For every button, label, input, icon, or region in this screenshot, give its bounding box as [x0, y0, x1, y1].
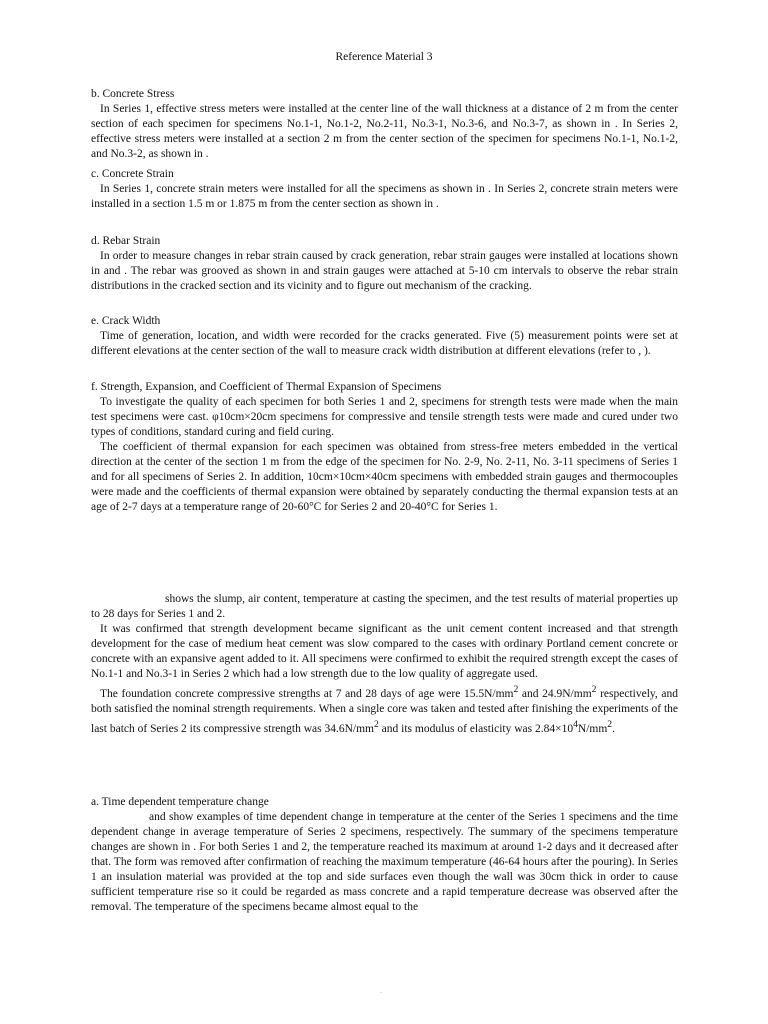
paragraph-compressive-strength	[91, 682, 678, 737]
section-concrete-stress	[91, 87, 678, 162]
section-heading: f. Strength, Expansion, and Coefficient of Thermal Expansion of Specimens	[91, 381, 442, 393]
section-heading: e. Crack Width	[91, 315, 161, 327]
superscript: 4	[573, 718, 578, 730]
paragraph: To investigate the quality of each specimen for both Series 1 and 2, specimens for strength tests were made when the main test specimens were cast. φ10cm×20cm specimens for compressive and tensile strength tests were made and cured under two types of conditions, standard curing and field curing.	[91, 396, 678, 438]
section-material-properties	[91, 592, 678, 737]
paragraph: Time of generation, location, and width were recorded for the cracks generated. Five (5) measurement points were set at different elevations at the center section of the wall to measure crack width distribution at different elevations (refer to , ).	[91, 330, 678, 357]
paragraph: and show examples of time dependent change in temperature at the center of the Series 1 specimens and the time dependent change in average temperature of Series 2 specimens, respectively. The summary of the specimens temperature changes are shown in . For both Series 1 and 2, the temperature reached its maximum at around 1-2 days and it decreased after that. The form was removed after confirmation of reaching the maximum temperature (46-64 hours after the pouring). In Series 1 an insulation material was provided at the top and side surfaces even though the wall was 30cm thick in order to cause sufficient temperature rise so it could be regarded as mass concrete and a rapid temperature decrease was observed after the removal. The temperature of the specimens became almost equal to the	[91, 811, 678, 913]
section-strength-expansion	[91, 380, 678, 515]
paragraph: The coefficient of thermal expansion for each specimen was obtained from stress-free meters embedded in the vertical direction at the center of the section 1 m from the edge of the specimen for No. 2-9, No. 2-11, No. 3-11 specimens of Series 1 and for all specimens of Series 2. In addition, 10cm×10cm×40cm specimens with embedded strain gauges and thermocouples were made and the coefficients of thermal expansion were obtained by separately conducting the thermal expansion tests at an age of 2-7 days at a temperature range of 20-60°C for Series 2 and 20-40°C for Series 1.	[91, 441, 678, 513]
section-concrete-strain	[91, 167, 678, 212]
section-rebar-strain	[91, 234, 678, 294]
paragraph: In Series 1, effective stress meters were installed at the center line of the wall thickness at a distance of 2 m from the center section of each specimen for specimens No.1-1, No.1-2, No.2-11, No.3-1, No.3-6, and No.3-7, as shown in . In Series 2, effective stress meters were installed at a section 2 m from the center section of the specimen for specimens No.1-1, No.1-2, and No.3-2, as shown in .	[91, 103, 678, 160]
text-run: The foundation concrete compressive strengths at 7 and 28 days of age were 15.5N/mm	[100, 687, 514, 700]
text-run: respectively, and both satisfied the nominal strength requirements. When a single core was taken and tested after finishing the experiments of the last batch of Series 2 its compressive strength was 34.6N/mm	[91, 687, 679, 735]
footer-mark: .	[380, 986, 382, 995]
section-temperature-change	[91, 795, 678, 915]
section-heading: b. Concrete Stress	[91, 88, 175, 100]
text-run: and its modulus of elasticity was 2.84×10	[378, 722, 574, 735]
section-crack-width	[91, 314, 678, 359]
superscript: 2	[607, 718, 613, 730]
paragraph: shows the slump, air content, temperature at casting the specimen, and the test results of material properties up to 28 days for Series 1 and 2.	[91, 593, 678, 620]
superscript: 2	[373, 718, 379, 730]
text-run: .	[612, 722, 615, 735]
superscript: 2	[513, 684, 519, 695]
text-run: and 24.9N/mm	[518, 687, 592, 700]
paragraph: It was confirmed that strength development became significant as the unit cement content increased and that strength development for the case of medium heat cement was slow compared to the cases with ordinary Portland cement concrete or concrete with an expansive agent added to it. All specimens were confirmed to exhibit the required strength except the cases of No.1-1 and No.3-1 in Series 2 which had a low strength due to the low quality of aggregate used.	[91, 623, 678, 680]
superscript: 2	[591, 684, 597, 695]
section-heading: c. Concrete Strain	[91, 168, 174, 180]
section-heading: a. Time dependent temperature change	[91, 796, 269, 808]
text-run: N/mm	[577, 722, 608, 735]
paragraph: In order to measure changes in rebar strain caused by crack generation, rebar strain gauges were installed at locations shown in and . The rebar was grooved as shown in and strain gauges were attached at 5-10 cm intervals to observe the rebar strain distributions in the cracked section and its vicinity and to figure out mechanism of the cracking.	[91, 250, 678, 292]
section-heading: d. Rebar Strain	[91, 235, 161, 247]
paragraph: In Series 1, concrete strain meters were installed for all the specimens as shown in . In Series 2, concrete strain meters were installed in a section 1.5 m or 1.875 m from the center section as shown in .	[91, 183, 678, 210]
page-header: Reference Material 3	[335, 51, 433, 63]
